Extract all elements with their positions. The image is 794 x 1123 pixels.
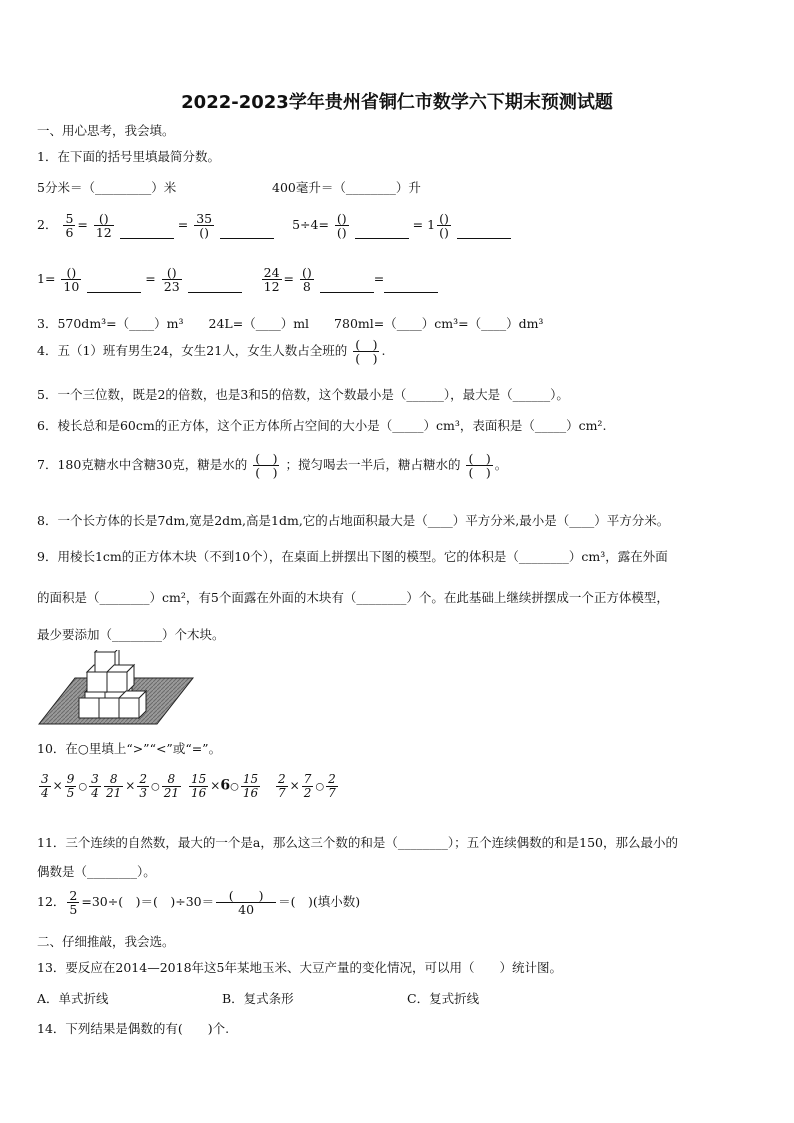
q9-line-2: 的面积是（________）cm²，有5个面露在外面的木块有（________）个。在此基础上继续拼摆成一个正方体模型， <box>37 590 669 605</box>
fraction-blank-12: $\frac{()}{12}$ <box>95 211 112 241</box>
answer-line[interactable] <box>188 292 242 293</box>
fraction-5-6: $\frac{5}{6}$ <box>65 211 74 241</box>
fraction-blank-blank: $\frac{()}{()}$ <box>336 211 347 241</box>
compare-circle[interactable]: ○ <box>78 781 88 793</box>
fraction-blank-23: $\frac{()}{23}$ <box>163 265 180 295</box>
q4-answer-fraction[interactable]: $\frac{( )}{( )}$ <box>355 337 378 367</box>
compare-circle[interactable]: ○ <box>150 781 160 793</box>
q10-item-1: $\frac{3}{4}$ × $\frac{9}{5}$ ○ $\frac{3}{4}$ <box>41 772 99 800</box>
answer-line[interactable] <box>355 238 409 239</box>
q10-item-4: $\frac{2}{7}$ × $\frac{7}{2}$ ○ $\frac{2}{7}$ <box>278 772 336 800</box>
q9-line-1: 9．用棱长1cm的正方体木块（不到10个），在桌面上拼摆出下图的模型。它的体积是（________）cm³，露在外面 <box>37 549 668 564</box>
page-title: 2022-2023学年贵州省铜仁市数学六下期末预测试题 <box>181 92 613 113</box>
q13-option-a[interactable]: A．单式折线 <box>37 991 109 1006</box>
compare-circle[interactable]: ○ <box>230 781 239 793</box>
mixed-fraction-blank: $\frac{()}{()}$ <box>439 211 449 241</box>
q10-item-3: $\frac{15}{16}$ ×6○ $\frac{15}{16}$ <box>191 772 259 800</box>
section-1-heading: 一、用心思考，我会填。 <box>37 123 175 138</box>
q11-line-2: 偶数是（________）。 <box>37 864 156 879</box>
q2-row-1: 2． $\frac{5}{6}$ = $\frac{()}{12}$ = $\frac{35}{()}$ 5÷4= $\frac{()}{()}$ = 1 $\frac{()}{()}$ <box>37 212 511 239</box>
fraction-2-5: $\frac{2}{5}$ <box>69 888 78 918</box>
answer-line[interactable] <box>220 238 274 239</box>
q12-answer-fraction[interactable]: $\frac{( )}{40}$ <box>216 889 276 916</box>
q1-part-a: 5分米＝（_________）米 <box>37 180 177 195</box>
fraction-35-blank: $\frac{35}{()}$ <box>196 211 213 241</box>
q3-text: 3．570dm³=（____）m³ 24L=（____）ml 780ml=（____）cm³=（____）dm³ <box>37 316 544 331</box>
cube-model-figure <box>37 650 197 728</box>
q12-row: 12． $\frac{2}{5}$ =30÷( )＝( )÷30＝ $\frac{( )}{40}$ ＝( )(填小数) <box>37 888 361 918</box>
q9-line-3: 最少要添加（________）个木块。 <box>37 627 225 642</box>
q8-text: 8．一个长方体的长是7dm,宽是2dm,高是1dm,它的占地面积最大是（____）平方分米,最小是（____）平方分米。 <box>37 513 670 528</box>
fraction-24-12: $\frac{24}{12}$ <box>263 265 280 295</box>
q7-row: 7．180克糖水中含糖30克，糖是水的 $\frac{( )}{( )}$ ；搅匀喝去一半后，糖占糖水的 $\frac{( )}{( )}$ 。 <box>37 451 508 481</box>
fraction-blank-10: $\frac{()}{10}$ <box>63 265 80 295</box>
q2-row-2: 1= $\frac{()}{10}$ = $\frac{()}{23}$ $\frac{24}{12}$ = $\frac{()}{8}$ = <box>37 266 438 293</box>
fraction-blank-8: $\frac{()}{8}$ <box>302 265 312 295</box>
q11-line-1: 11．三个连续的自然数，最大的一个是a，那么这三个数的和是（________）；五个连续偶数的和是150，那么最小的 <box>37 835 678 850</box>
q5-text: 5．一个三位数，既是2的倍数，也是3和5的倍数，这个数最小是（______），最大是（______）。 <box>37 387 569 402</box>
answer-line[interactable] <box>87 292 141 293</box>
section-2-heading: 二、仔细推敲，我会选。 <box>37 934 175 949</box>
q7-answer-fraction-2[interactable]: $\frac{( )}{( )}$ <box>468 451 491 481</box>
answer-line[interactable] <box>384 292 438 293</box>
q13-option-c[interactable]: C．复式折线 <box>407 991 480 1006</box>
q13-option-b[interactable]: B．复式条形 <box>222 991 294 1006</box>
q14-stem: 14．下列结果是偶数的有( )个. <box>37 1021 230 1036</box>
q10-stem: 10．在○里填上“>”“<”或“=”。 <box>37 741 222 756</box>
q13-stem: 13．要反应在2014—2018年这5年某地玉米、大豆产量的变化情况，可以用（ ）统计图。 <box>37 960 562 975</box>
q1-stem: 1．在下面的括号里填最简分数。 <box>37 149 220 164</box>
q7-answer-fraction-1[interactable]: $\frac{( )}{( )}$ <box>255 451 278 481</box>
answer-line[interactable] <box>457 238 511 239</box>
q6-text: 6．棱长总和是60cm的正方体，这个正方体所占空间的大小是（_____）cm³，表面积是（_____）cm². <box>37 418 607 433</box>
q2-number: 2． <box>37 217 58 233</box>
q4-row: 4．五（1）班有男生24，女生21人，女生人数占全班的 $\frac{( )}{( )}$ . <box>37 337 386 367</box>
q10-item-2: $\frac{8}{21}$ × $\frac{2}{3}$ ○ $\frac{8}{21}$ <box>106 772 179 800</box>
q1-part-b: 400毫升＝（________）升 <box>272 180 421 195</box>
compare-circle[interactable]: ○ <box>315 781 325 793</box>
answer-line[interactable] <box>320 292 374 293</box>
answer-line[interactable] <box>120 238 174 239</box>
